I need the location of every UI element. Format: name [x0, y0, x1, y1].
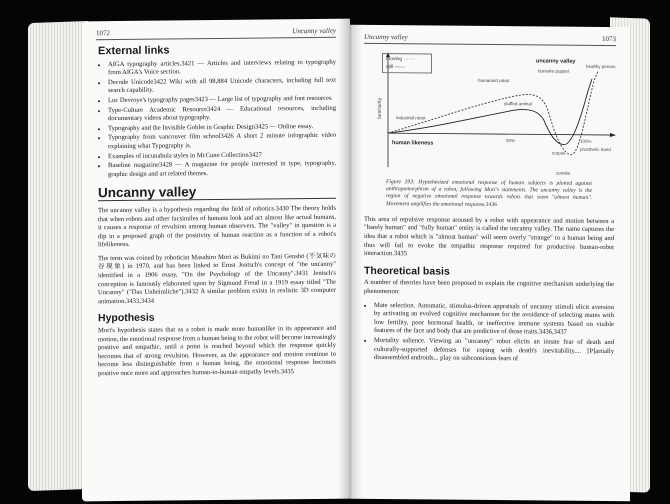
theory-heading: Theoretical basis — [364, 264, 450, 278]
left-running-title: Uncanny valley — [292, 26, 336, 36]
left-page — [82, 19, 350, 502]
label-prosthetic: prosthetic hand — [580, 146, 611, 153]
article-title: Uncanny valley — [98, 187, 336, 201]
list-item: • Luc Devroye's typography pages3423 — Large list of typography and font resources — [108, 95, 336, 106]
label-uncanny-valley: uncanny valley — [536, 58, 576, 65]
figure-caption: Figure 393: Hypothesized emotional response of human subjects is plotted against anthropomorphism of a robot, following Mori's statements. The uncanny valley is the region of negative emotional response towards robots that seem "almost human". Movement amplifies the emotional response.3436 — [386, 179, 592, 208]
intro-paragraph-2: The term was coined by roboticist Masahiro Mori as Bukimi no Tani Genshō (不気味の谷現象) in 1970, and has been linked to Ernst Jentsch's concept of "the uncanny" identified in a 1906 essay, "On the Psychology of the Uncanny".3431 Jentsch's conception is famously elaborated upon by Sigmund Freud in a 1919 essay titled "The Uncanny" ("Das Unheimliche").3432 A similar problem exists in realistic 3D computer animation.3433,3434 — [98, 252, 336, 306]
label-stuffed: stuffed animal — [504, 101, 532, 107]
book-gutter-shadow — [338, 12, 362, 502]
x-axis-arrow — [610, 133, 616, 137]
list-item: • Typography and the Invisible Goblet in Graphic Design3425 — Online essay. — [108, 122, 336, 133]
list-item: • Mortality salience. Viewing an "uncanny" robot elicits an innate fear of death and culturally-supported defenses for coping with death's inevitability.... [P]artially disassembled androids... play on subconscious fears of — [374, 337, 614, 365]
label-bunraku: bunraku puppet — [538, 68, 570, 74]
list-item: • AIGA typography articles.3421 — Articles and interviews relating to typography from AIGA's Voice section. — [108, 58, 336, 78]
left-running-head — [96, 27, 336, 41]
x-axis-label: human likeness — [392, 140, 434, 147]
right-page-number: 1073 — [602, 34, 616, 44]
label-healthy: healthy person — [586, 63, 616, 70]
label-corpse: corpse — [552, 150, 566, 156]
theory-list — [374, 302, 614, 365]
list-item: • Examples of incunabula styles in McCune Collection3427 — [108, 150, 336, 161]
hypothesis-paragraph: Mori's hypothesis states that as a robot is made more humanlike in its appearance and motion, the emotional response from a human being to the robot will become increasingly positive and empathic, until a point is reached beyond which the response quickly becomes that of strong revulsion. However, as the appearance and motion continue to become less distinguishable from a human being, the emotional response becomes positive once more and approaches human-to-human empathy levels.3435 — [98, 324, 336, 378]
list-item: • Mate selection. Automatic, stimulus-driven appraisals of uncanny stimuli elicit aversion by activating an evolved cognitive mechanism for the avoidance of selecting mates with low fertility, poor hormonal health, or ineffective immune systems based on visible features of the face and body that are predictive of those traits.3436,3437 — [374, 302, 614, 338]
theory-intro: A number of theories have been proposed to explain the cognitive mechanism underlying the phenomenon: — [364, 279, 614, 296]
list-item: • Type-Culture Academic Resource3424 — Educational resources, including documentary videos about typography. — [108, 104, 336, 124]
right-running-title: Uncanny valley — [364, 32, 408, 42]
right-page — [350, 25, 630, 501]
right-running-head — [364, 33, 616, 46]
legend-still: still —— — [386, 64, 405, 71]
figure-legend — [382, 53, 432, 73]
list-item: • Decode Unicode3422 Wiki with all 98,884 Unicode characters, including full text search capability. — [108, 77, 336, 97]
x-axis — [388, 133, 614, 135]
label-humanoid: humanoid robot — [478, 77, 510, 84]
left-page-number: 1072 — [96, 29, 110, 38]
body-paragraph: This area of repulsive response aroused by a robot with appearance and motion between a "barely human" and "fully human" entity is called the uncanny valley. The name captures the idea that a robot which is "almost human" will seem overly "strange" to a human being and thus will fail to evoke the empathic response required for productive human-robot interaction.3435 — [364, 215, 614, 258]
legend-moving: moving ······· — [386, 56, 416, 63]
label-zombie: zombie — [556, 170, 571, 176]
external-links-heading: External links — [98, 44, 170, 58]
x-tick-100: 100% — [580, 138, 592, 144]
list-item: • Typography from vancouver film school3426 A short 2 minute infographic video explaining what Typography is. — [108, 132, 336, 152]
uncanny-valley-figure — [374, 49, 616, 179]
hypothesis-heading: Hypothesis — [98, 312, 155, 325]
label-industrial: industrial robot — [396, 115, 426, 121]
external-links-list — [108, 58, 336, 179]
list-item: • Baseline magazine3428 — A magazine for people interested in type, typography, graphic design and art related themes. — [108, 160, 336, 180]
x-tick-50: 50% — [506, 138, 516, 144]
page-edges-left — [28, 21, 88, 491]
intro-paragraph-1: The uncanny valley is a hypothesis regarding the field of robotics.3430 The theory holds that when robots and other facsimiles of humans look and act almost like actual humans, it causes a response of revulsion among human observers. The "valley" in question is a dip in a proposed graph of the positivity of human reaction as a function of a robot's lifelikeness. — [98, 204, 336, 249]
y-axis-label: familiarity — [377, 97, 383, 120]
